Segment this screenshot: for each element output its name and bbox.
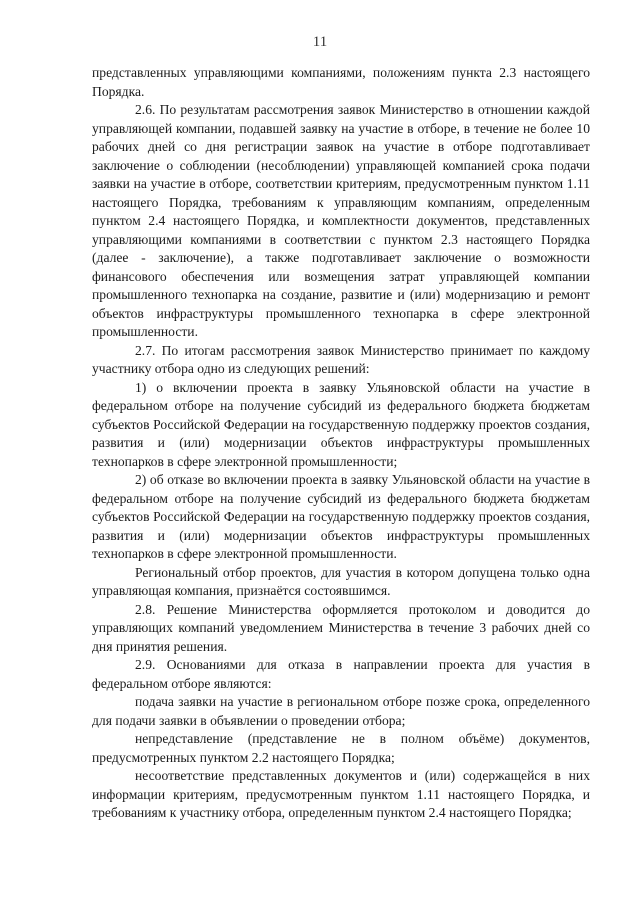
paragraph-2-7-item-1: 1) о включении проекта в заявку Ульяновской области на участие в федеральном отборе на получение субсидий из федерального бюджета бюджетам субъектов Российской Федерации на государственную поддержку проектов создания, развития и (или) модернизации объектов инфраструктуры промышленных технопарков в сфере электронной промышленности; (92, 379, 590, 469)
paragraph-2-9-item-2: непредставление (представление не в полном объёме) документов, предусмотренных пунктом 2.2 настоящего Порядка; (92, 731, 590, 765)
paragraph-regional-selection: Региональный отбор проектов, для участия в котором допущена только одна управляющая компания, признаётся состоявшимся. (92, 564, 590, 598)
page-number: 11 (312, 34, 328, 50)
paragraph-2-9-item-1: подача заявки на участие в региональном отборе позже срока, определенного для подачи заявки в объявлении о проведении отбора; (92, 694, 590, 728)
paragraph-2-7: 2.7. По итогам рассмотрения заявок Министерство принимает по каждому участнику отбора одно из следующих решений: (92, 342, 590, 376)
paragraph-2-6: 2.6. По результатам рассмотрения заявок Министерство в отношении каждой управляющей компании, подавшей заявку на участие в отборе, в течение не более 10 рабочих дней со дня регистрации заявок на участие в отборе подготавливает заключение о соблюдении (несоблюдении) управляющей компанией срока подачи заявки на участие в отборе, соответствии критериям, предусмотренным пунктом 1.11 настоящего Порядка, требованиям к управляющим компаниям, определенным пунктом 2.4 настоящего Порядка, и комплектности документов, представленных управляющими компаниями в соответствии с пунктом 2.3 настоящего Порядка (далее - заключение), а также подготавливает заключение о возможности финансового обеспечения или возмещения затрат управляющей компании промышленного технопарка на создание, развитие и (или) модернизацию и ремонт объектов инфраструктуры промышленного технопарка в сфере электронной промышленности. (92, 102, 590, 339)
paragraph-continuation: представленных управляющими компаниями, положениям пункта 2.3 настоящего Порядка. (92, 65, 590, 99)
paragraph-2-9-item-3: несоответствие представленных документов и (или) содержащейся в них информации критериям, предусмотренным пунктом 1.11 настоящего Порядка, и требованиям к участнику отбора, определенным пунктом 2.4 настоящего Порядка; (92, 768, 590, 820)
paragraph-2-7-item-2: 2) об отказе во включении проекта в заявку Ульяновской области на участие в федеральном отборе на получение субсидий из федерального бюджета бюджетам субъектов Российской Федерации на государственную поддержку проектов создания, развития и (или) модернизации объектов инфраструктуры промышленных технопарков в сфере электронной промышленности. (92, 472, 590, 561)
paragraph-2-8: 2.8. Решение Министерства оформляется протоколом и доводится до управляющих компаний уведомлением Министерства в течение 3 рабочих дней со дня принятия решения. (92, 601, 590, 654)
document-body (92, 64, 590, 823)
paragraph-2-9: 2.9. Основаниями для отказа в направлении проекта для участия в федеральном отборе являются: (92, 657, 590, 691)
